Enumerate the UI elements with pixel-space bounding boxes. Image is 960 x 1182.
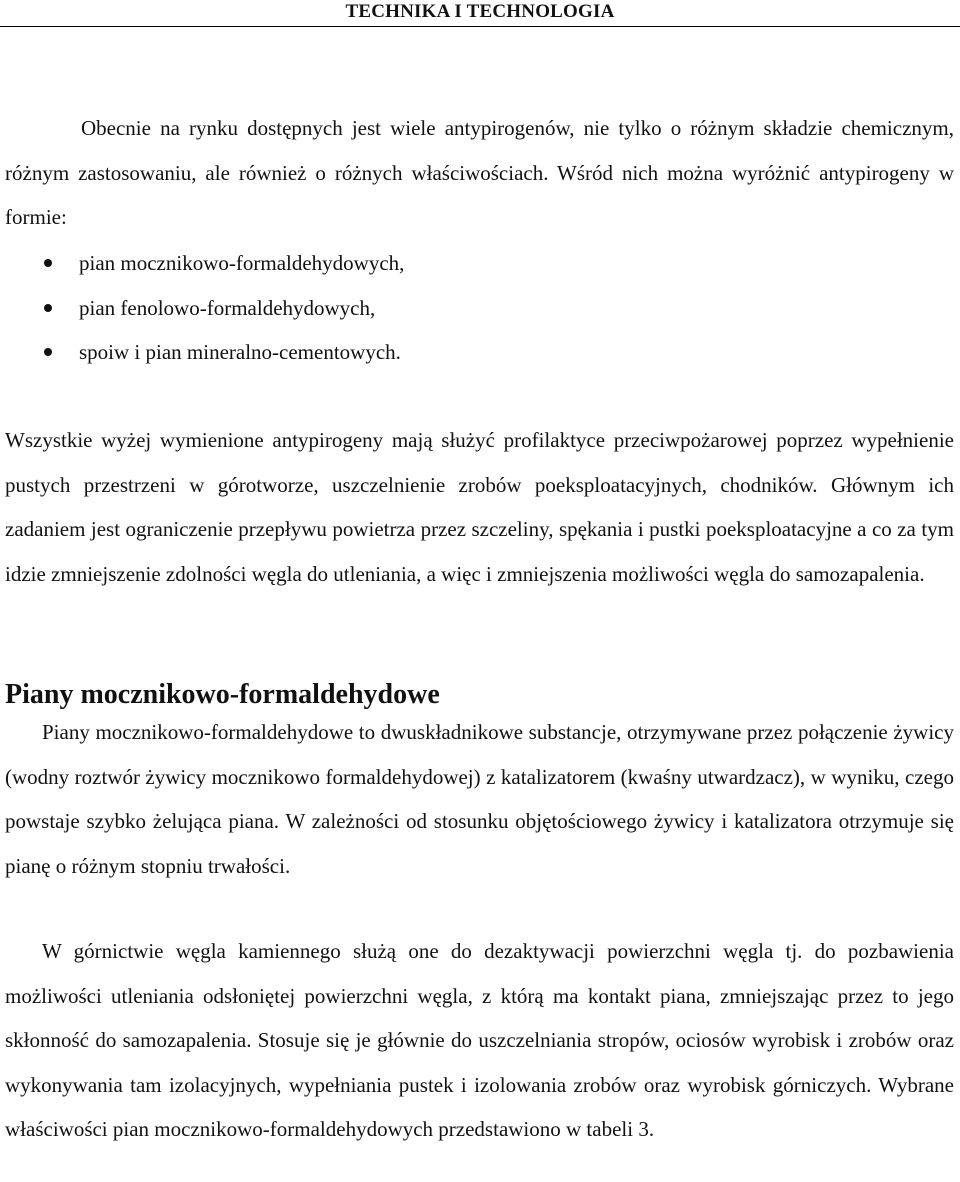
antipyrogen-forms-list bbox=[0, 241, 404, 375]
intro-paragraph: Obecnie na rynku dostępnych jest wiele antypirogenów, nie tylko o różnym składzie chemicznym, różnym zastosowaniu, ale również o różnych właściwościach. Wśród nich można wyróżnić antypirogeny w formie: bbox=[5, 116, 954, 229]
purpose-paragraph: Wszystkie wyżej wymienione antypirogeny mają służyć profilaktyce przeciwpożarowej poprzez wypełnienie pustych przestrzeni w górotworze, uszczelnienie zrobów poeksploatacyjnych, chodników. Głównym ich zadaniem jest ograniczenie przepływu powietrza przez szczeliny, spękania i pustki poeksploatacyjne a co za tym idzie zmniejszenie zdolności węgla do utleniania, a więc i zmniejszenia możliwości węgla do samozapalenia. bbox=[5, 428, 954, 586]
running-header-title: TECHNIKA I TECHNOLOGIA bbox=[345, 1, 615, 22]
list-item bbox=[0, 241, 404, 286]
list-item-text: pian mocznikowo-formaldehydowych, bbox=[79, 251, 405, 275]
running-header bbox=[0, 0, 960, 27]
bullet-dot-icon bbox=[44, 259, 52, 267]
list-item-text: pian fenolowo-formaldehydowych, bbox=[79, 295, 376, 320]
list-item bbox=[0, 286, 404, 331]
bullet-dot-icon bbox=[44, 304, 52, 312]
list-item-text: spoiw i pian mineralno-cementowych. bbox=[79, 340, 401, 364]
section-heading: Piany mocznikowo-formaldehydowe bbox=[5, 679, 440, 710]
list-item bbox=[0, 330, 404, 375]
section-paragraph-1: Piany mocznikowo-formaldehydowe to dwuskładnikowe substancje, otrzymywane przez połączenie żywicy (wodny roztwór żywicy mocznikowo formaldehydowej) z katalizatorem (kwaśny utwardzacz), w wyniku, czego powstaje szybko żelująca piana. W zależności od stosunku objętościowego żywicy i katalizatora otrzymuje się pianę o różnym stopniu trwałości. bbox=[5, 720, 954, 878]
bullet-dot-icon bbox=[44, 348, 52, 356]
section-paragraph-2: W górnictwie węgla kamiennego służą one do dezaktywacji powierzchni węgla tj. do pozbawienia możliwości utleniania odsłoniętej powierzchni węgla, z którą ma kontakt piana, zmniejszając przez to jego skłonność do samozapalenia. Stosuje się je głównie do uszczelniania stropów, ociosów wyrobisk i zrobów oraz wykonywania tam izolacyjnych, wypełniania pustek i izolowania zrobów oraz wyrobisk górniczych. Wybrane właściwości pian mocznikowo-formaldehydowych przedstawiono w tabeli 3. bbox=[5, 939, 954, 1141]
